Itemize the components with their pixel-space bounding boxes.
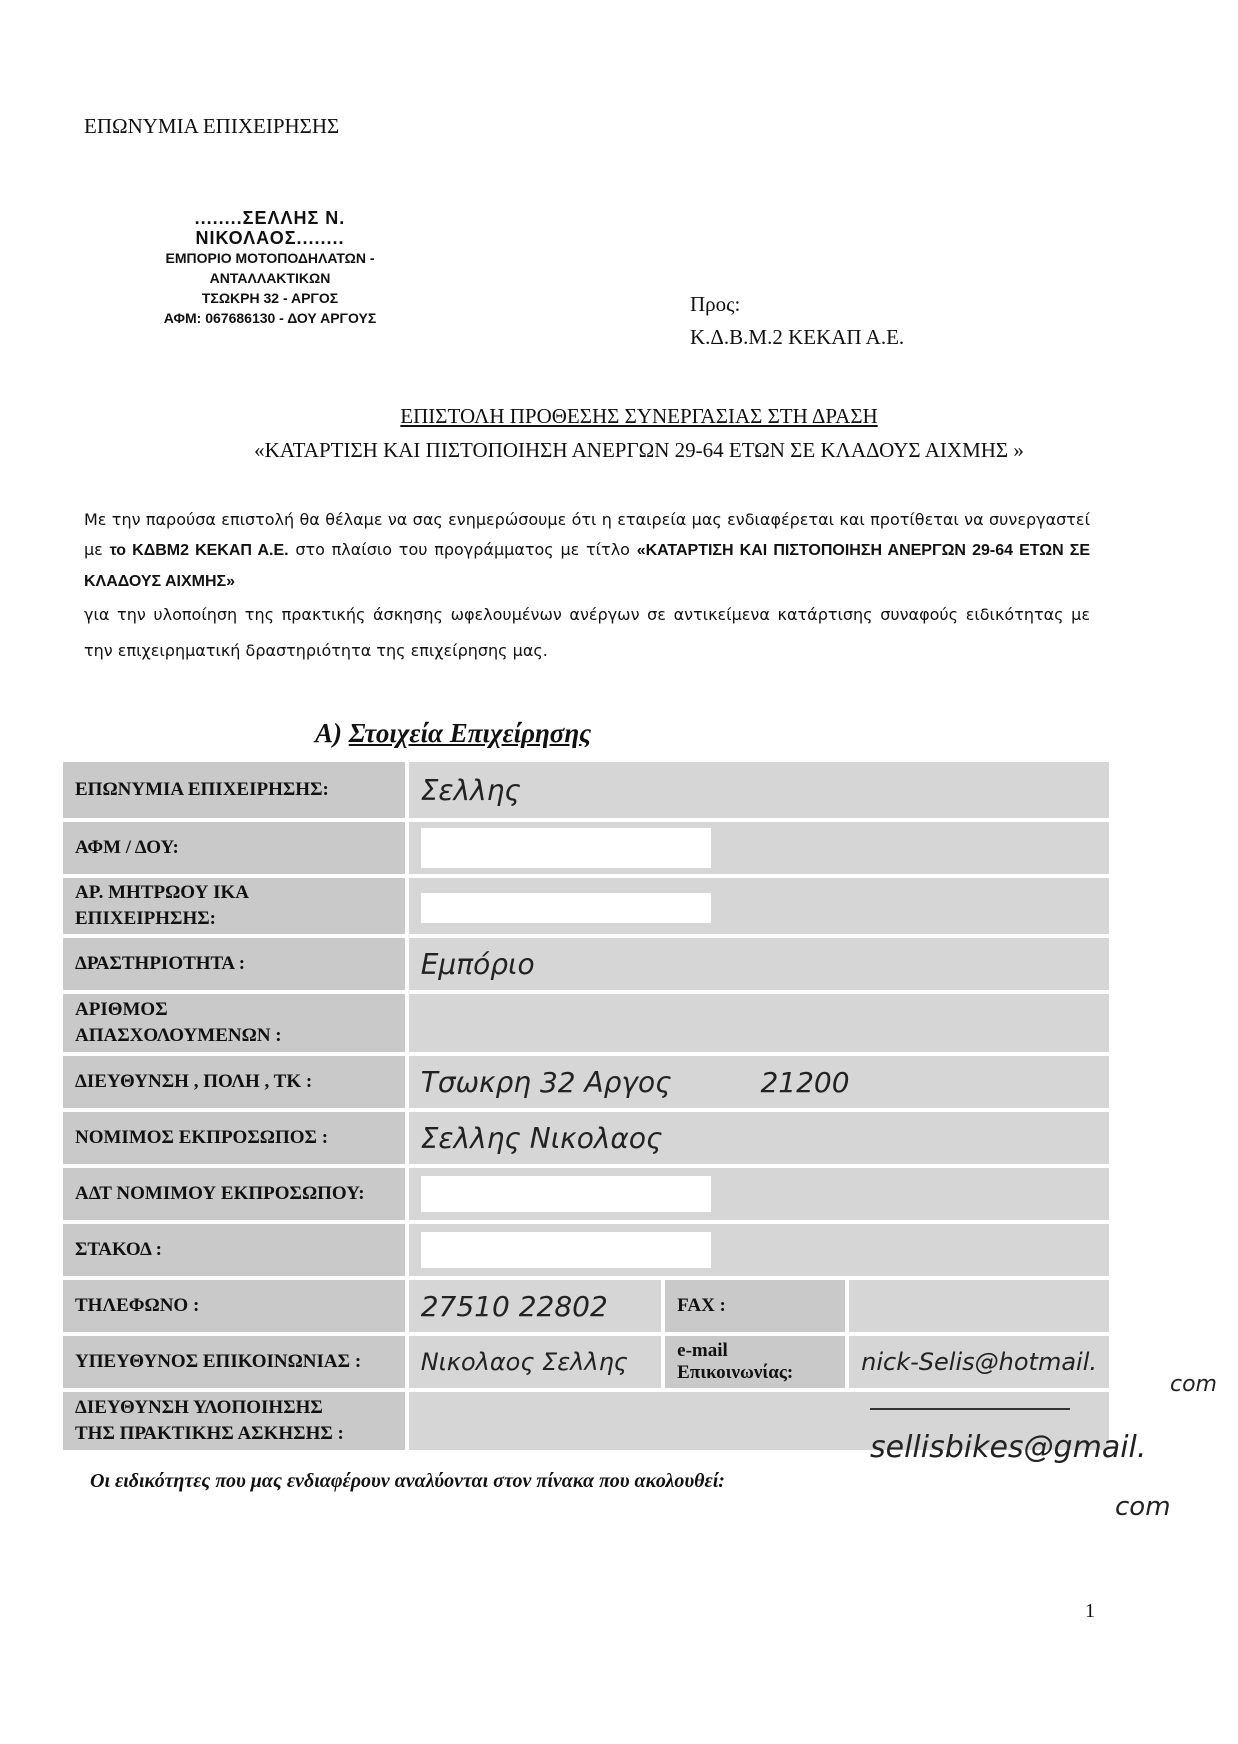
stakod-label: ΣΤΑΚΟΔ : [63,1224,409,1280]
ika-field[interactable] [409,878,1113,938]
employees-label [63,994,409,1056]
redacted-block [421,1232,711,1268]
afm-label: ΑΦΜ / ΔΟΥ: [63,822,409,878]
intro-paragraph-2: για την υλοποίηση της πρακτικής άσκησης ωφελουμένων ανέργων σε αντικείμενα κατάρτισης συναφούς ειδικότητας με την επιχειρηματική δραστηριότητα της επιχείρησης μας. [84,605,1090,660]
email-suffix: com [1170,1372,1217,1397]
section-prefix: Α) [315,718,349,748]
fax-field[interactable] [849,1280,1113,1336]
phone-label: ΤΗΛΕΦΩΝΟ : [63,1280,409,1336]
form-row [63,762,1113,822]
redacted-block [421,893,711,923]
form-row [63,1336,1113,1392]
email-label-line: e-mail [677,1340,728,1361]
section-name: Στοιχεία Επιχείρησης [348,718,592,748]
stamp-line: ΑΦΜ: 067686130 - ΔΟΥ ΑΡΓΟΥΣ [163,310,377,326]
intro-org: το ΚΔΒΜ2 ΚΕΚΑΠ Α.Ε. [109,542,289,559]
handwritten-email-suffix: com [1115,1492,1171,1522]
intro-text-cont: στο πλαίσιο του προγράμματος με τίτλο [295,540,630,559]
contact-field[interactable]: Νικολαος Σελλης [409,1336,665,1392]
activity-field[interactable]: Εμπόριο [409,938,1113,994]
intro-paragraph [84,505,1090,597]
company-stamp [120,208,420,328]
address-label: ΔΙΕΥΘΥΝΣΗ , ΠΟΛΗ , ΤΚ : [63,1056,409,1112]
phone-field[interactable]: 27510 22802 [409,1280,665,1336]
ika-label-line: ΕΠΙΧΕΙΡΗΣΗΣ: [75,908,216,929]
company-heading: ΕΠΩΝΥΜΙΑ ΕΠΙΧΕΙΡΗΣΗΣ [84,114,340,138]
company-name-label: ΕΠΩΝΥΜΙΑ ΕΠΙΧΕΙΡΗΣΗΣ: [63,762,409,822]
form-row [63,1112,1113,1168]
activity-label: ΔΡΑΣΤΗΡΙΟΤΗΤΑ : [63,938,409,994]
intro-program: «ΚΑΤΑΡΤΙΣΗ ΚΑΙ ΠΙΣΤΟΠΟΙΗΣΗ ΑΝΕΡΓΩΝ 29-64 ΕΤΩΝ ΣΕ ΚΛΑΔΟΥΣ ΑΙΧΜΗΣ» [84,542,1091,590]
fax-label: FAX : [665,1280,849,1336]
form-row [63,1224,1113,1280]
form-row [63,1168,1113,1224]
adt-field[interactable] [409,1168,1113,1224]
document-title: ΕΠΙΣΤΟΛΗ ΠΡΟΘΕΣΗΣ ΣΥΝΕΡΓΑΣΙΑΣ ΣΤΗ ΔΡΑΣΗ [400,404,878,428]
practice-address-label [63,1392,409,1454]
recipient-name: Κ.Δ.Β.Μ.2 ΚΕΚΑΠ Α.Ε. [690,325,905,349]
practice-label-line: ΤΗΣ ΠΡΑΚΤΙΚΗΣ ΑΣΚΗΣΗΣ : [75,1423,344,1444]
stamp-line: ΕΜΠΟΡΙΟ ΜΟΤΟΠΟΔΗΛΑΤΩΝ - [165,250,375,266]
redacted-block [421,828,711,868]
redacted-block [421,1176,711,1212]
intro-text: Με την παρούσα επιστολή θα θέλαμε να σας ενημερώσουμε ότι η εταιρεία μας ενδιαφέρεται και προτίθεται να συνεργαστεί με [84,510,1090,559]
email-label-line: Επικοινωνίας: [677,1362,794,1383]
email-label [665,1336,849,1392]
footer-note: Οι ειδικότητες που μας ενδιαφέρουν αναλύονται στον πίνακα που ακολουθεί: [90,1470,725,1492]
adt-label: ΑΔΤ ΝΟΜΙΜΟΥ ΕΚΠΡΟΣΩΠΟΥ: [63,1168,409,1224]
section-title [315,718,591,749]
stamp-line: ΑΝΤΑΛΛΑΚΤΙΚΩΝ [209,270,331,286]
form-row [63,1056,1113,1112]
ika-label [63,878,409,938]
form-row [63,878,1113,938]
recipient-block [690,288,904,354]
address-field[interactable] [409,1056,1113,1112]
form-row [63,822,1113,878]
form-row [63,1280,1113,1336]
address-zip: 21200 [760,1065,850,1099]
employees-field[interactable] [409,994,1113,1056]
afm-field[interactable] [409,822,1113,878]
recipient-label: Προς: [690,292,741,316]
document-subtitle: «ΚΑΤΑΡΤΙΣΗ ΚΑΙ ΠΙΣΤΟΠΟΙΗΣΗ ΑΝΕΡΓΩΝ 29-64 ΕΤΩΝ ΣΕ ΚΛΑΔΟΥΣ ΑΙΧΜΗΣ » [254,438,1024,462]
stamp-name: ........ΣΕΛΛΗΣ Ν. ΝΙΚΟΛΑΟΣ........ [194,208,346,248]
form-row [63,938,1113,994]
stamp-line: ΤΣΩΚΡΗ 32 - ΑΡΓΟΣ [201,290,339,306]
ika-label-line: ΑΡ. ΜΗΤΡΩΟΥ ΙΚΑ [75,882,249,903]
company-form [63,762,1113,1454]
page-number: 1 [1085,1600,1095,1622]
company-name-field[interactable]: Σελλης [409,762,1113,822]
legal-rep-field[interactable]: Σελλης Νικολαος [409,1112,1113,1168]
stakod-field[interactable] [409,1224,1113,1280]
employees-label-line: ΑΡΙΘΜΟΣ [75,999,168,1020]
legal-rep-label: ΝΟΜΙΜΟΣ ΕΚΠΡΟΣΩΠΟΣ : [63,1112,409,1168]
handwritten-email: sellisbikes@gmail. [870,1430,1147,1465]
address-value: Τσωκρη 32 Αργος [420,1065,672,1099]
employees-label-line: ΑΠΑΣΧΟΛΟΥΜΕΝΩΝ : [75,1025,282,1046]
practice-label-line: ΔΙΕΥΘΥΝΣΗ ΥΛΟΠΟΙΗΣΗΣ [75,1397,323,1418]
handwritten-underline [870,1408,1070,1410]
email-field[interactable]: nick-Selis@hotmail. [849,1336,1113,1392]
contact-label: ΥΠΕΥΘΥΝΟΣ ΕΠΙΚΟΙΝΩΝΙΑΣ : [63,1336,409,1392]
form-row [63,994,1113,1056]
